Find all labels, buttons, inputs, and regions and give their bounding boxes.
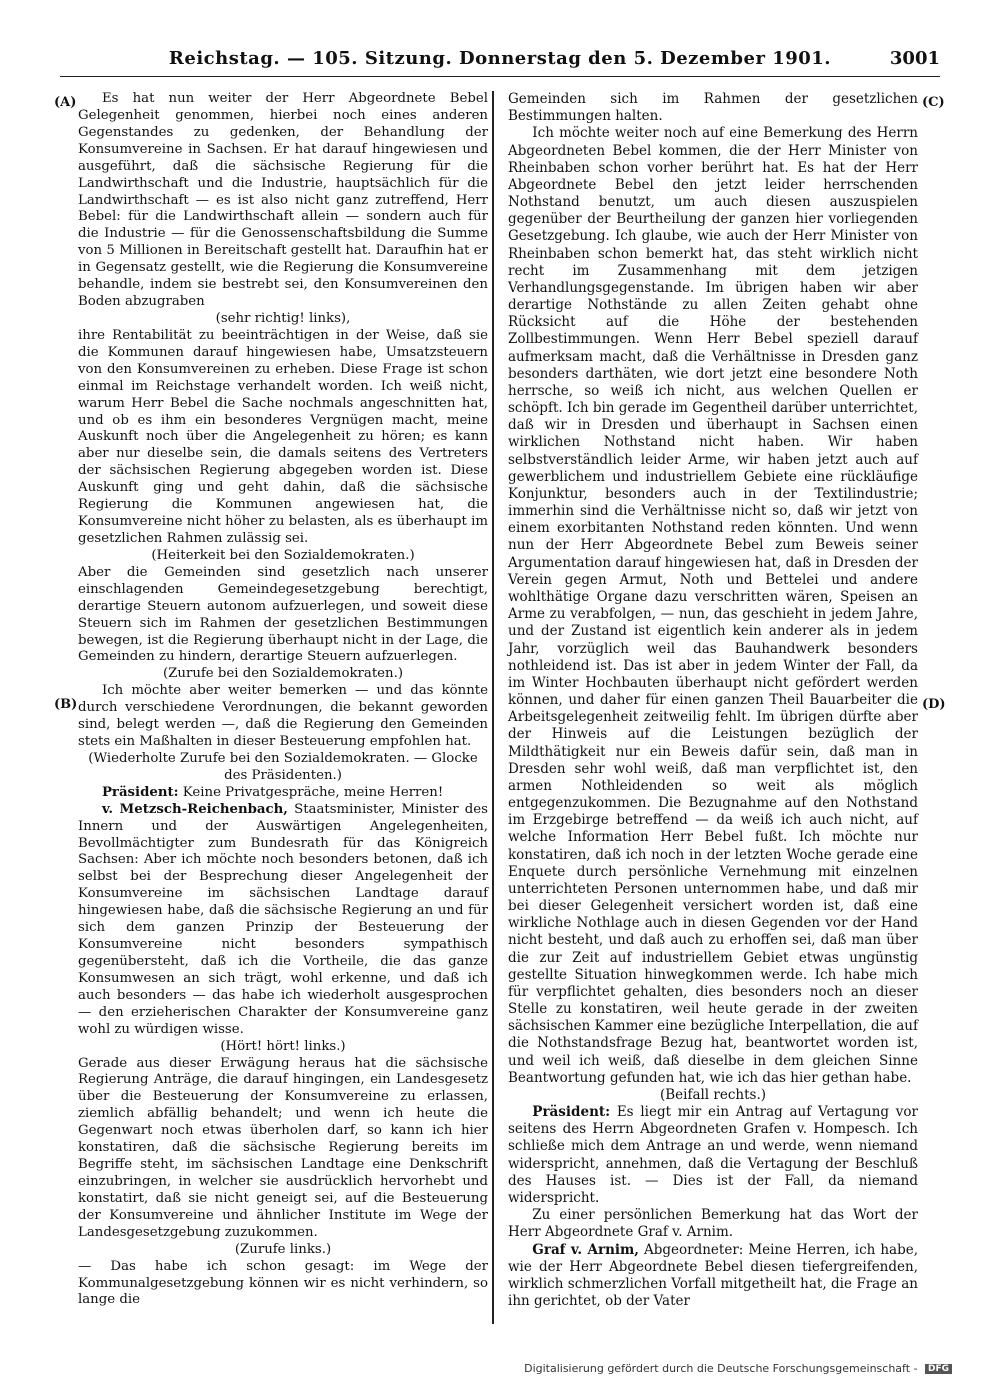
interjection: [78, 1242, 488, 1259]
paragraph-text: (Wiederholte Zurufe bei den Sozialdemokraten. — Glocke des Präsidenten.): [88, 750, 478, 783]
margin-marker-a: (A): [54, 95, 77, 110]
paragraph: [78, 683, 488, 751]
paragraph-text: (Beifall rechts.): [659, 1086, 767, 1103]
paragraph-text: (Zurufe links.): [234, 1241, 332, 1257]
page-header: [60, 40, 940, 77]
paragraph-text: Aber die Gemeinden sind gesetzlich nach unserer einschlagenden Gemeindegesetzgebung berechtigt, derartige Steuern autonom aufzuerlegen, und soweit diese Steuern sich im Rahmen der gesetzlichen Bestimmungen bewegen, ist die Regierung überhaupt nicht in der Lage, die Gemeinden zu hindern, derartige Steuern aufzuerlegen.: [78, 564, 488, 665]
speaker-name: Graf v. Arnim,: [532, 1241, 639, 1258]
paragraph-text: (Hört! hört! links.): [220, 1038, 346, 1054]
paragraph: [508, 1207, 918, 1241]
paragraph-text: Abgeordneter: Meine Herren, ich habe, wie der Herr Abgeordnete Bebel diesen tiefergreifenden, wirklich schmerzlichen Vorfall mitgetheilt hat, die Frage an ihn gerichtet, ob der Vater: [508, 1241, 918, 1310]
margin-marker-d: (D): [922, 697, 946, 712]
paragraph-text: (Zurufe bei den Sozialdemokraten.): [162, 666, 404, 682]
paragraph-text: Staatsminister, Minister des Innern und der Auswärtigen Angelegenheiten, Bevollmächtigter zum Bundesrath für das Königreich Sachsen: Aber ich möchte noch besonders betonen, daß ich selbst bei der Besprechung dieser Angelegenheit der Konsumvereine im sächsischen Landtage darauf hingewiesen habe, daß die sächsische Regierung an und für sich dem ganzen Prinzip der Besteuerung der Konsumvereine nicht besonders sympathisch gegenübersteht, daß ich die Vortheile, die das ganze Konsumwesen an sich trägt, wohl erkenne, und daß ich auch besonders — das habe ich wiederholt ausgesprochen — den erzieherischen Charakter der Konsumvereine ganz wohl zu würdigen wisse.: [78, 801, 488, 1037]
page-footer: [0, 1362, 1000, 1375]
speaker-name: Präsident:: [101, 784, 179, 800]
paragraph: [508, 1104, 918, 1207]
left-column: [78, 91, 488, 1309]
paragraph-text: Gemeinden sich im Rahmen der gesetzlichen Bestimmungen halten.: [508, 91, 918, 125]
interjection: [78, 751, 488, 785]
paragraph-text: (sehr richtig! links),: [215, 310, 351, 326]
paragraph: [508, 1242, 918, 1311]
paragraph: [78, 328, 488, 548]
paragraph-text: Keine Privatgespräche, meine Herren!: [178, 784, 444, 800]
paragraph-text: Gerade aus dieser Erwägung heraus hat die sächsische Regierung Anträge, die darauf hingingen, ein Landesgesetz über die Besteuerung der Konsumvereine zu erlassen, ziemlich abfällig behandelt; und wenn ich heute die Gegenwart noch etwas überholen darf, so kann ich hier konstatiren, daß die sächsische Regierung bereits im Begriffe steht, im sächsischen Landtage eine Denkschrift einzubringen, in welcher sie ausdrücklich hervorhebt und konstatirt, daß sie nicht geneigt sei, auf die Besteuerung der Konsumvereine und ähnlicher Institute im Wege der Landesgesetzgebung zuzukommen.: [78, 1055, 488, 1240]
paragraph: [78, 565, 488, 667]
interjection: [78, 1039, 488, 1056]
paragraph: [78, 1056, 488, 1242]
footer-credit: Digitalisierung gefördert durch die Deutsche Forschungsgemeinschaft -: [524, 1362, 918, 1375]
paragraph: [78, 802, 488, 1039]
paragraph-text: ihre Rentabilität zu beeinträchtigen in der Weise, daß sie die Kommunen darauf hingewiesen habe, Umsatzsteuern von den Konsumvereinen zu erheben. Diese Frage ist schon einmal im Reichstage verhandelt worden. Ich weiß nicht, warum Herr Bebel die Sache nochmals angeschnitten hat, und ob es ihm ein besonderes Vergnügen macht, meine Auskunft noch über die Angelegenheit zu hören; es kann aber nur dieselbe sein, die damals seitens des Vertreters der sächsischen Regierung abgegeben worden ist. Diese Auskunft ging und geht dahin, daß die sächsische Regierung die Kommunen angewiesen hat, die Konsumvereine nicht höher zu belasten, als es überhaupt im gesetzlichen Rahmen zulässig sei.: [78, 327, 488, 546]
paragraph: [508, 125, 918, 1087]
paragraph-text: Ich möchte aber weiter bemerken — und das könnte durch verschiedene Verordnungen, die bekannt geworden sind, belegt werden —, daß die Regierung den Gemeinden stets ein Maßhalten in dieser Besteuerung empfohlen hat.: [78, 683, 488, 750]
dfg-logo: DFG: [925, 1364, 952, 1374]
paragraph-text: (Heiterkeit bei den Sozialdemokraten.): [151, 547, 415, 563]
paragraph-text: — Das habe ich schon gesagt: im Wege der Kommunalgesetzgebung können wir es nicht verhindern, so lange die: [78, 1258, 488, 1308]
paragraph: [78, 1259, 488, 1310]
speaker-name: Präsident:: [532, 1104, 611, 1121]
paragraph-text: Es hat nun weiter der Herr Abgeordnete Bebel Gelegenheit genommen, hierbei noch eines anderen Gegenstandes zu gedenken, der Behandlung der Konsumvereine in Sachsen. Er hat darauf hingewiesen und ausgeführt, daß die sächsische Regierung für die Landwirthschaft und die Industrie, hauptsächlich für die Landwirthschaft — es ist also nicht ganz zutreffend, Herr Bebel: für die Landwirthschaft allein — sondern auch für die Industrie — für die Genossenschaftsbildung die Summe von 5 Millionen in Bereitschaft gestellt hat. Daraufhin hat er in Gegensatz gestellt, wie die Regierung die Konsumvereine behandle, indem sie bestrebt sei, den Konsumvereinen den Boden abzugraben: [78, 91, 488, 310]
paragraph: [508, 91, 918, 125]
page-number: 3001: [889, 48, 940, 69]
column-divider: [492, 91, 494, 1324]
margin-marker-c: (C): [922, 95, 945, 110]
speaker-name: v. Metzsch-Reichenbach,: [101, 801, 288, 817]
paragraph: [78, 91, 488, 311]
paragraph-text: Ich möchte weiter noch auf eine Bemerkung des Herrn Abgeordneten Bebel kommen, die der Herr Minister von Rheinbaben schon vorher berührt hat. Es hat der Herr Abgeordnete Bebel den jetzt leider herrschenden Nothstand benutzt, um auch diesen auszuspielen gegenüber der Beurtheilung der ganzen hier vorliegenden Gesetzgebung. Ich glaube, wie auch der Herr Minister von Rheinbaben schon bemerkt hat, das steht wirklich nicht recht im Zusammenhang mit dem jetzigen Verhandlungsgegenstande. Im übrigen haben wir aber derartige Nothstände zu allen Zeiten gehabt ohne Rücksicht auf die Höhe der bestehenden Zollbestimmungen. Wenn Herr Bebel speziell darauf aufmerksam macht, daß die Verhältnisse in Dresden ganz besonders darthäten, wie dort jetzt eine besondere Noth herrsche, so weiß ich nicht, aus welchen Quellen er schöpft. Ich bin gerade im Gegentheil darüber unterrichtet, daß wir in Dresden und überhaupt in Sachsen einen wirklichen Nothstand nicht haben. Wir haben selbstverständlich leider Arme, wir haben jetzt auch auf gewerblichem und industriellem Gebiete eine rückläufige Konjunktur, besonders auch in der Textilindustrie; immerhin sind die Verhältnisse nicht so, daß wir jetzt von einem exorbitanten Nothstand reden könnten. Und wenn nun der Herr Abgeordnete Bebel zum Beweis seiner Argumentation darauf hingewiesen hat, daß in Dresden der Verein gegen Armut, Noth und Bettelei und andere wohlthätige Organe dazu verschritten wären, Speisen an Arme zu verabfolgen, — nun, das geschieht in jedem Jahre, und der Zustand ist eigentlich kein anderer als in jedem Jahr, vorzüglich weil das Bauhandwerk besonders nothleidend ist. Das ist aber in jedem Winter der Fall, da im Winter Hochbauten überhaupt nicht gefördert werden können, und daher für einen ganzen Theil Bauarbeiter die Arbeitsgelegenheit zeitweilig fehlt. Im übrigen dürfte aber der Hinweis auf die Leistungen bezüglich der Mildthätigkeit nur ein Beweis dafür sein, daß man in Dresden sehr wohl weiß, daß man verpflichtet ist, den armen Nothleidenden so weit als möglich entgegenzukommen. Die Bezugnahme auf den Nothstand im Erzgebirge betreffend — da weiß ich auch nicht, auf welche Information Herr Bebel fußt. Ich möchte nur konstatiren, daß ich noch in der letzten Woche gerade eine Enquete durch persönliche Vernehmung mit einzelnen unterrichteten Personen unternommen habe, und daß mir bei dieser Gelegenheit versichert worden ist, daß eine wirkliche Nothlage auch in diesen Gegenden vor der Hand nicht besteht, und daß auch zu erhoffen sei, daß man über die zur Zeit auf industriellem Gebiet etwas ungünstig gestellte Situation hinwegkommen werde. Ich habe mich für verpflichtet gehalten, dies besonders noch an dieser Stelle zu konstatiren, weil heute gerade in der zweiten sächsischen Kammer eine bezügliche Interpellation, die auf die Nothstandsfrage Bezug hat, beantwortet worden ist, und weil ich weiß, daß dieselbe in dem gleichen Sinne Beantwortung gefunden hat, wie ich das hier gethan habe.: [508, 125, 919, 1086]
paragraph-text: Zu einer persönlichen Bemerkung hat das Wort der Herr Abgeordnete Graf v. Arnim.: [508, 1207, 918, 1241]
interjection: [508, 1087, 918, 1104]
interjection: [78, 311, 488, 328]
paragraph-text: Es liegt mir ein Antrag auf Vertagung vor seitens des Herrn Abgeordneten Grafen v. Hompesch. Ich schließe mich dem Antrage an und werde, wenn niemand widerspricht, annehmen, daß die Vertagung der Beschluß des Hauses ist. — Dies ist der Fall, da niemand widerspricht.: [508, 1104, 918, 1206]
margin-marker-b: (B): [54, 697, 78, 712]
interjection: [78, 548, 488, 565]
interjection: [78, 666, 488, 683]
right-column: [508, 91, 918, 1310]
paragraph: [78, 785, 488, 802]
page-title: Reichstag. — 105. Sitzung. Donnerstag den 5. Dezember 1901.: [168, 48, 832, 69]
